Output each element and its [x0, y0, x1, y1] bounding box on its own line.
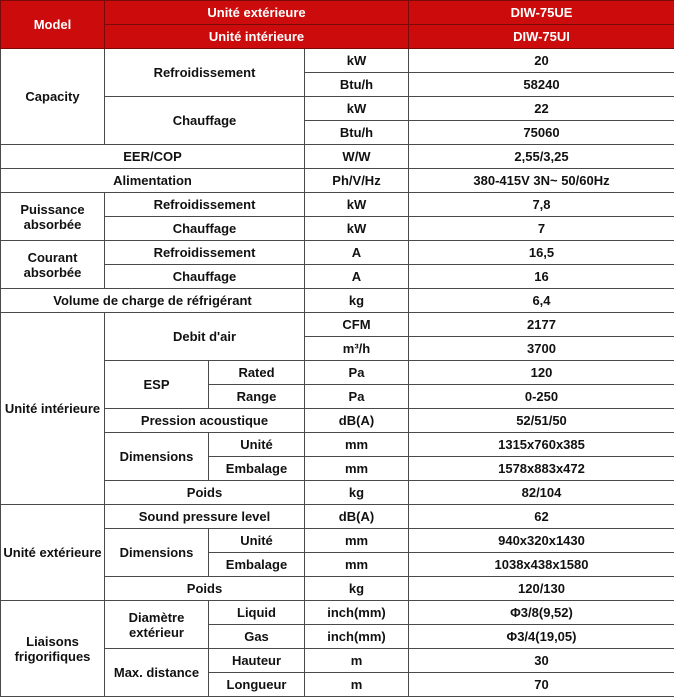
- value-cell: 7: [409, 217, 674, 241]
- unit-cell: kg: [305, 577, 409, 601]
- indoor-noise-label: Pression acoustique: [105, 409, 305, 433]
- unit-cell: inch(mm): [305, 601, 409, 625]
- value-cell: 2,55/3,25: [409, 145, 674, 169]
- height-label: Hauteur: [209, 649, 305, 673]
- value-cell: Φ3/8(9,52): [409, 601, 674, 625]
- value-cell: 120: [409, 361, 674, 385]
- outdoor-dimensions-label: Dimensions: [105, 529, 209, 577]
- power-input-heating-label: Chauffage: [105, 217, 305, 241]
- unit-cell: m³/h: [305, 337, 409, 361]
- indoor-dim-unit-label: Unité: [209, 433, 305, 457]
- indoor-label: Unité intérieure: [1, 313, 105, 505]
- outdoor-noise-label: Sound pressure level: [105, 505, 305, 529]
- table-row: [1, 505, 674, 529]
- current-label: Courant absorbée: [1, 241, 105, 289]
- unit-cell: kW: [305, 193, 409, 217]
- value-cell: 20: [409, 49, 674, 73]
- unit-cell: kW: [305, 49, 409, 73]
- unit-cell: inch(mm): [305, 625, 409, 649]
- outdoor-dim-pack-label: Embalage: [209, 553, 305, 577]
- refrigerant-charge-label: Volume de charge de réfrigérant: [1, 289, 305, 313]
- unit-cell: mm: [305, 553, 409, 577]
- value-cell: 58240: [409, 73, 674, 97]
- indoor-weight-label: Poids: [105, 481, 305, 505]
- value-cell: 1578x883x472: [409, 457, 674, 481]
- value-cell: 75060: [409, 121, 674, 145]
- capacity-cooling-label: Refroidissement: [105, 49, 305, 97]
- capacity-heating-label: Chauffage: [105, 97, 305, 145]
- value-cell: 120/130: [409, 577, 674, 601]
- esp-range-label: Range: [209, 385, 305, 409]
- unit-cell: kg: [305, 289, 409, 313]
- unit-cell: A: [305, 265, 409, 289]
- indoor-model: DIW-75UI: [409, 25, 674, 49]
- table-row: [1, 169, 674, 193]
- value-cell: 7,8: [409, 193, 674, 217]
- header-row: [1, 1, 674, 25]
- unit-cell: kW: [305, 217, 409, 241]
- value-cell: Φ3/4(19,05): [409, 625, 674, 649]
- table-row: [1, 289, 674, 313]
- unit-cell: Ph/V/Hz: [305, 169, 409, 193]
- unit-cell: Btu/h: [305, 121, 409, 145]
- max-distance-label: Max. distance: [105, 649, 209, 697]
- value-cell: 16: [409, 265, 674, 289]
- value-cell: 380-415V 3N~ 50/60Hz: [409, 169, 674, 193]
- diameter-label: Diamètre extérieur: [105, 601, 209, 649]
- eer-cop-label: EER/COP: [1, 145, 305, 169]
- liquid-label: Liquid: [209, 601, 305, 625]
- airflow-label: Debit d'air: [105, 313, 305, 361]
- capacity-label: Capacity: [1, 49, 105, 145]
- table-row: [1, 313, 674, 337]
- unit-cell: m: [305, 673, 409, 697]
- value-cell: 30: [409, 649, 674, 673]
- outdoor-weight-label: Poids: [105, 577, 305, 601]
- value-cell: 22: [409, 97, 674, 121]
- power-input-cooling-label: Refroidissement: [105, 193, 305, 217]
- value-cell: 62: [409, 505, 674, 529]
- power-supply-label: Alimentation: [1, 169, 305, 193]
- table-row: [1, 49, 674, 73]
- unit-cell: Pa: [305, 361, 409, 385]
- value-cell: 3700: [409, 337, 674, 361]
- value-cell: 1315x760x385: [409, 433, 674, 457]
- value-cell: 6,4: [409, 289, 674, 313]
- gas-label: Gas: [209, 625, 305, 649]
- value-cell: 52/51/50: [409, 409, 674, 433]
- unit-cell: Pa: [305, 385, 409, 409]
- value-cell: 940x320x1430: [409, 529, 674, 553]
- esp-rated-label: Rated: [209, 361, 305, 385]
- length-label: Longueur: [209, 673, 305, 697]
- unit-cell: CFM: [305, 313, 409, 337]
- unit-cell: mm: [305, 529, 409, 553]
- piping-label: Liaisons frigorifiques: [1, 601, 105, 697]
- indoor-dimensions-label: Dimensions: [105, 433, 209, 481]
- outdoor-model: DIW-75UE: [409, 1, 674, 25]
- unit-cell: dB(A): [305, 409, 409, 433]
- value-cell: 70: [409, 673, 674, 697]
- value-cell: 0-250: [409, 385, 674, 409]
- unit-cell: kW: [305, 97, 409, 121]
- esp-label: ESP: [105, 361, 209, 409]
- unit-cell: dB(A): [305, 505, 409, 529]
- outdoor-label: Unité extérieure: [1, 505, 105, 601]
- table-row: [1, 241, 674, 265]
- value-cell: 82/104: [409, 481, 674, 505]
- value-cell: 2177: [409, 313, 674, 337]
- current-cooling-label: Refroidissement: [105, 241, 305, 265]
- outdoor-unit-label: Unité extérieure: [105, 1, 409, 25]
- table-row: [1, 193, 674, 217]
- model-label: Model: [1, 1, 105, 49]
- power-input-label: Puissance absorbée: [1, 193, 105, 241]
- value-cell: 1038x438x1580: [409, 553, 674, 577]
- unit-cell: A: [305, 241, 409, 265]
- indoor-unit-label: Unité intérieure: [105, 25, 409, 49]
- unit-cell: kg: [305, 481, 409, 505]
- value-cell: 16,5: [409, 241, 674, 265]
- unit-cell: mm: [305, 433, 409, 457]
- table-row: [1, 601, 674, 625]
- table-row: [1, 145, 674, 169]
- current-heating-label: Chauffage: [105, 265, 305, 289]
- indoor-dim-pack-label: Embalage: [209, 457, 305, 481]
- unit-cell: W/W: [305, 145, 409, 169]
- unit-cell: m: [305, 649, 409, 673]
- unit-cell: Btu/h: [305, 73, 409, 97]
- unit-cell: mm: [305, 457, 409, 481]
- outdoor-dim-unit-label: Unité: [209, 529, 305, 553]
